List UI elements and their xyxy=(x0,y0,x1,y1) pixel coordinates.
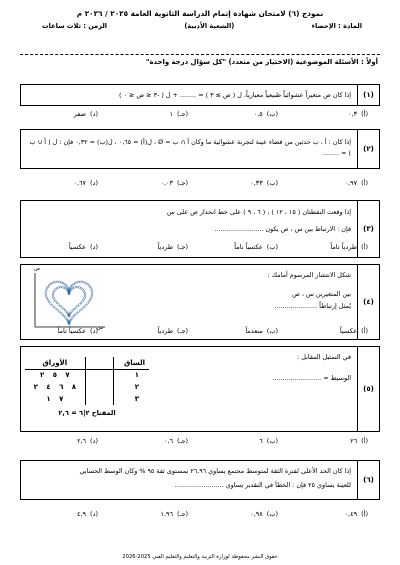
scatter-point xyxy=(56,302,58,304)
scatter-point xyxy=(57,281,59,283)
scatter-point xyxy=(81,308,83,310)
scatter-point xyxy=(45,291,47,293)
choice-d[interactable]: (د) عكسياً xyxy=(68,243,98,251)
scatter-point xyxy=(75,307,77,309)
question-3-line-1: إذا وقعت النقطتان ( ١٥ ، ١٢ ) ، ( ٦ ، ٩ ) على خط انحدار ص على س xyxy=(167,208,351,216)
scatter-point xyxy=(80,302,82,304)
choice-c[interactable]: (جـ) ١,٩٦ xyxy=(160,510,188,518)
scatter-point xyxy=(52,295,54,297)
choice-b[interactable]: (ب) ٦ xyxy=(259,437,278,445)
scatter-point xyxy=(46,297,48,299)
table-row: ٢ ٨ ٦ ٤ ٢ xyxy=(33,383,139,391)
scatter-point xyxy=(82,300,84,302)
leaves-header: الأوراق xyxy=(25,357,85,369)
question-4-choices xyxy=(20,327,380,335)
y-axis-label: ص xyxy=(34,266,41,272)
choice-d[interactable]: (د) صفر xyxy=(73,110,98,118)
choice-d[interactable]: (د) عكسياً تاماً xyxy=(57,327,98,335)
question-4-line-3: يُمثل إرتباطاً ..................... xyxy=(274,302,351,310)
choice-b[interactable]: (ب) ٠,٣٣ xyxy=(250,179,278,187)
question-1-box xyxy=(20,84,380,106)
scatter-point xyxy=(53,281,55,283)
choice-b[interactable]: (ب) ٠,٩٨ xyxy=(250,510,278,518)
question-5-box xyxy=(20,346,380,432)
scatter-point xyxy=(76,312,78,314)
scatter-point xyxy=(59,305,61,307)
question-1-number: (١) xyxy=(357,85,379,105)
question-4-line-1: شكل الانتشار المرسوم أمامك : xyxy=(267,271,351,279)
question-4-number: (٤) xyxy=(357,265,379,339)
scatter-plot xyxy=(29,266,111,335)
choice-c[interactable]: (جـ) ٠,٠٣ xyxy=(160,179,188,187)
exam-header xyxy=(20,8,380,54)
scatter-point xyxy=(64,309,66,311)
question-3-choices xyxy=(20,243,380,251)
scatter-point xyxy=(53,297,55,299)
scatter-point xyxy=(58,287,60,289)
choice-b[interactable]: (ب) عكسياً تاماً xyxy=(234,243,278,251)
scatter-point xyxy=(74,314,76,316)
question-2-number: (٢) xyxy=(357,130,379,168)
scatter-point xyxy=(90,288,92,290)
scatter-point xyxy=(91,289,93,291)
scatter-point xyxy=(84,297,86,299)
x-axis-label: س xyxy=(97,325,104,331)
scatter-point xyxy=(62,314,64,316)
question-6-line-2: للعينة يساوي ٢٥ فإن : الخطأ في التقدير يساوي ........................ xyxy=(174,480,351,489)
scatter-point xyxy=(83,306,85,308)
scatter-point xyxy=(87,303,89,305)
scatter-point xyxy=(91,295,93,297)
scatter-point xyxy=(78,281,80,283)
scatter-point xyxy=(57,309,59,311)
choice-d[interactable]: (د) ٤,٩ xyxy=(76,510,98,518)
stem-leaf-plot xyxy=(25,357,149,417)
scatter-point xyxy=(84,293,86,295)
question-1-choices xyxy=(20,110,380,118)
choice-c[interactable]: (جـ) ١ xyxy=(169,110,188,118)
scatter-point xyxy=(50,303,52,305)
choice-a[interactable]: (أ) ٠,٤٩ xyxy=(344,510,368,518)
question-2-text: إذا كان : أ ، ب حدثين من فضاء عينة لتجربة عشوائية ما وكان أ ∩ ب = Ø ، ل(أ) = ٠,٦٥ ، ل(ب) = ٠,٣٢ فإن : ل ( أ ∪ ب ) = ........ xyxy=(29,138,351,157)
scatter-point xyxy=(55,300,57,302)
section-title: أولاً : الأسئلة الموضوعية (الاختيار من متعدد) "كل سؤال درجة واحدة" xyxy=(145,58,378,66)
exam-title: نموذج (٦) لامتحان شهادة إتمام الدراسة الثانوية العامة ٢٠٢٥ / ٢٠٢٦ م xyxy=(76,9,324,18)
scatter-point xyxy=(85,304,87,306)
choice-c[interactable]: (جـ) ٠,٦ xyxy=(163,437,188,445)
copyright-footer: حقوق النشر محفوظة لوزارة التربية والتعليم والتعليم الفني 2025-2026 xyxy=(122,554,278,560)
scatter-point xyxy=(45,293,47,295)
scatter-point xyxy=(89,299,91,301)
scatter-point xyxy=(55,308,57,310)
stem-leaf-table xyxy=(25,357,149,405)
scatter-point xyxy=(60,312,62,314)
scatter-point xyxy=(79,309,81,311)
time-label: الزمن : ثلاث ساعات xyxy=(42,22,108,30)
scatter-point xyxy=(45,295,47,297)
scatter-point xyxy=(63,315,65,317)
scatter-point xyxy=(84,291,86,293)
scatter-point xyxy=(59,311,61,313)
scatter-point xyxy=(91,291,93,293)
question-2-box xyxy=(20,129,380,169)
table-row: ١ ٧ ٥ ٢ xyxy=(25,369,149,381)
scatter-point xyxy=(83,281,85,283)
choice-b[interactable]: (ب) ٠,٥ xyxy=(253,110,278,118)
question-5-line-2: الوسيط = ........................ xyxy=(272,373,351,382)
scatter-point xyxy=(48,301,50,303)
stem-leaf-key: المفتاح ٢|٦ = ٢,٦ xyxy=(58,409,116,417)
question-1-text: إذا كان ص متغيراً عشوائياً طبيعياً معيارياً، ل ( ص ≥ ٣ ) = ........ + ل ( -٣ ≤ ص ≤ ٠ ) xyxy=(119,90,351,99)
exam-meta-row xyxy=(20,22,380,30)
scatter-point xyxy=(84,295,86,297)
scatter-point xyxy=(55,281,57,283)
choice-a[interactable]: (أ) طردياً تاماً xyxy=(330,243,368,251)
scatter-point xyxy=(51,304,53,306)
header-divider xyxy=(20,54,380,55)
question-3-number: (٣) xyxy=(357,201,379,257)
question-3-line-2: فإن : الارتباط بين س ، ص يكون ........................ xyxy=(214,224,351,233)
question-6-line-1: إذا كان الحد الأعلى لفترة الثقة لمتوسط مجتمع يساوي ٢٦,٩٦ بمستوى ثقة ٩٥ % وكان الوسط الحسابي xyxy=(79,467,351,475)
choice-c[interactable]: (جـ) طردياً xyxy=(157,327,188,335)
scatter-point xyxy=(51,282,53,284)
scatter-point xyxy=(71,311,73,313)
question-2-choices xyxy=(20,179,380,187)
choice-d[interactable]: (د) ٢,٦ xyxy=(76,437,98,445)
table-row: ٣ ٧ ١ xyxy=(46,395,139,403)
branch-label: (الشعبة الأدبية) xyxy=(184,22,235,30)
choice-a[interactable]: (أ) ٢٦ xyxy=(350,437,368,445)
scatter-point xyxy=(83,299,85,301)
scatter-point xyxy=(53,306,55,308)
scatter-point xyxy=(90,297,92,299)
question-5-line-1: في التمثيل المقابل : xyxy=(297,353,351,361)
scatter-point xyxy=(81,281,83,283)
choice-a[interactable]: (أ) ٠,٣ xyxy=(348,110,368,118)
scatter-point xyxy=(53,299,55,301)
question-6-box xyxy=(20,460,380,500)
scatter-point xyxy=(73,308,75,310)
question-4-line-2: بين المتغيرين س ، ص xyxy=(292,289,351,298)
choice-a[interactable]: (أ) عكسياً xyxy=(339,327,368,335)
question-6-choices xyxy=(20,510,380,518)
scatter-points xyxy=(45,281,93,325)
scatter-point xyxy=(79,281,81,283)
question-5-number: (٥) xyxy=(357,347,379,431)
scatter-point xyxy=(63,308,65,310)
choice-d[interactable]: (د) ٠,٦٧ xyxy=(73,179,98,187)
subject-label: المادة : الإحصاء xyxy=(311,22,362,30)
choice-a[interactable]: (أ) ٠,٩٧ xyxy=(344,179,368,187)
scatter-point xyxy=(52,293,54,295)
stem-header: الساق xyxy=(113,357,149,369)
scatter-point xyxy=(47,299,49,301)
choice-b[interactable]: (ب) منعدماً xyxy=(245,327,278,335)
question-5-choices xyxy=(20,437,380,445)
scatter-point xyxy=(78,311,80,313)
scatter-point xyxy=(77,305,79,307)
question-6-number: (٦) xyxy=(357,461,379,499)
scatter-point xyxy=(88,301,90,303)
scatter-point xyxy=(58,304,60,306)
choice-c[interactable]: (جـ) طردياً xyxy=(157,243,188,251)
scatter-point xyxy=(78,304,80,306)
scatter-point xyxy=(91,293,93,295)
scatter-point xyxy=(45,289,47,291)
scatter-point xyxy=(61,307,63,309)
